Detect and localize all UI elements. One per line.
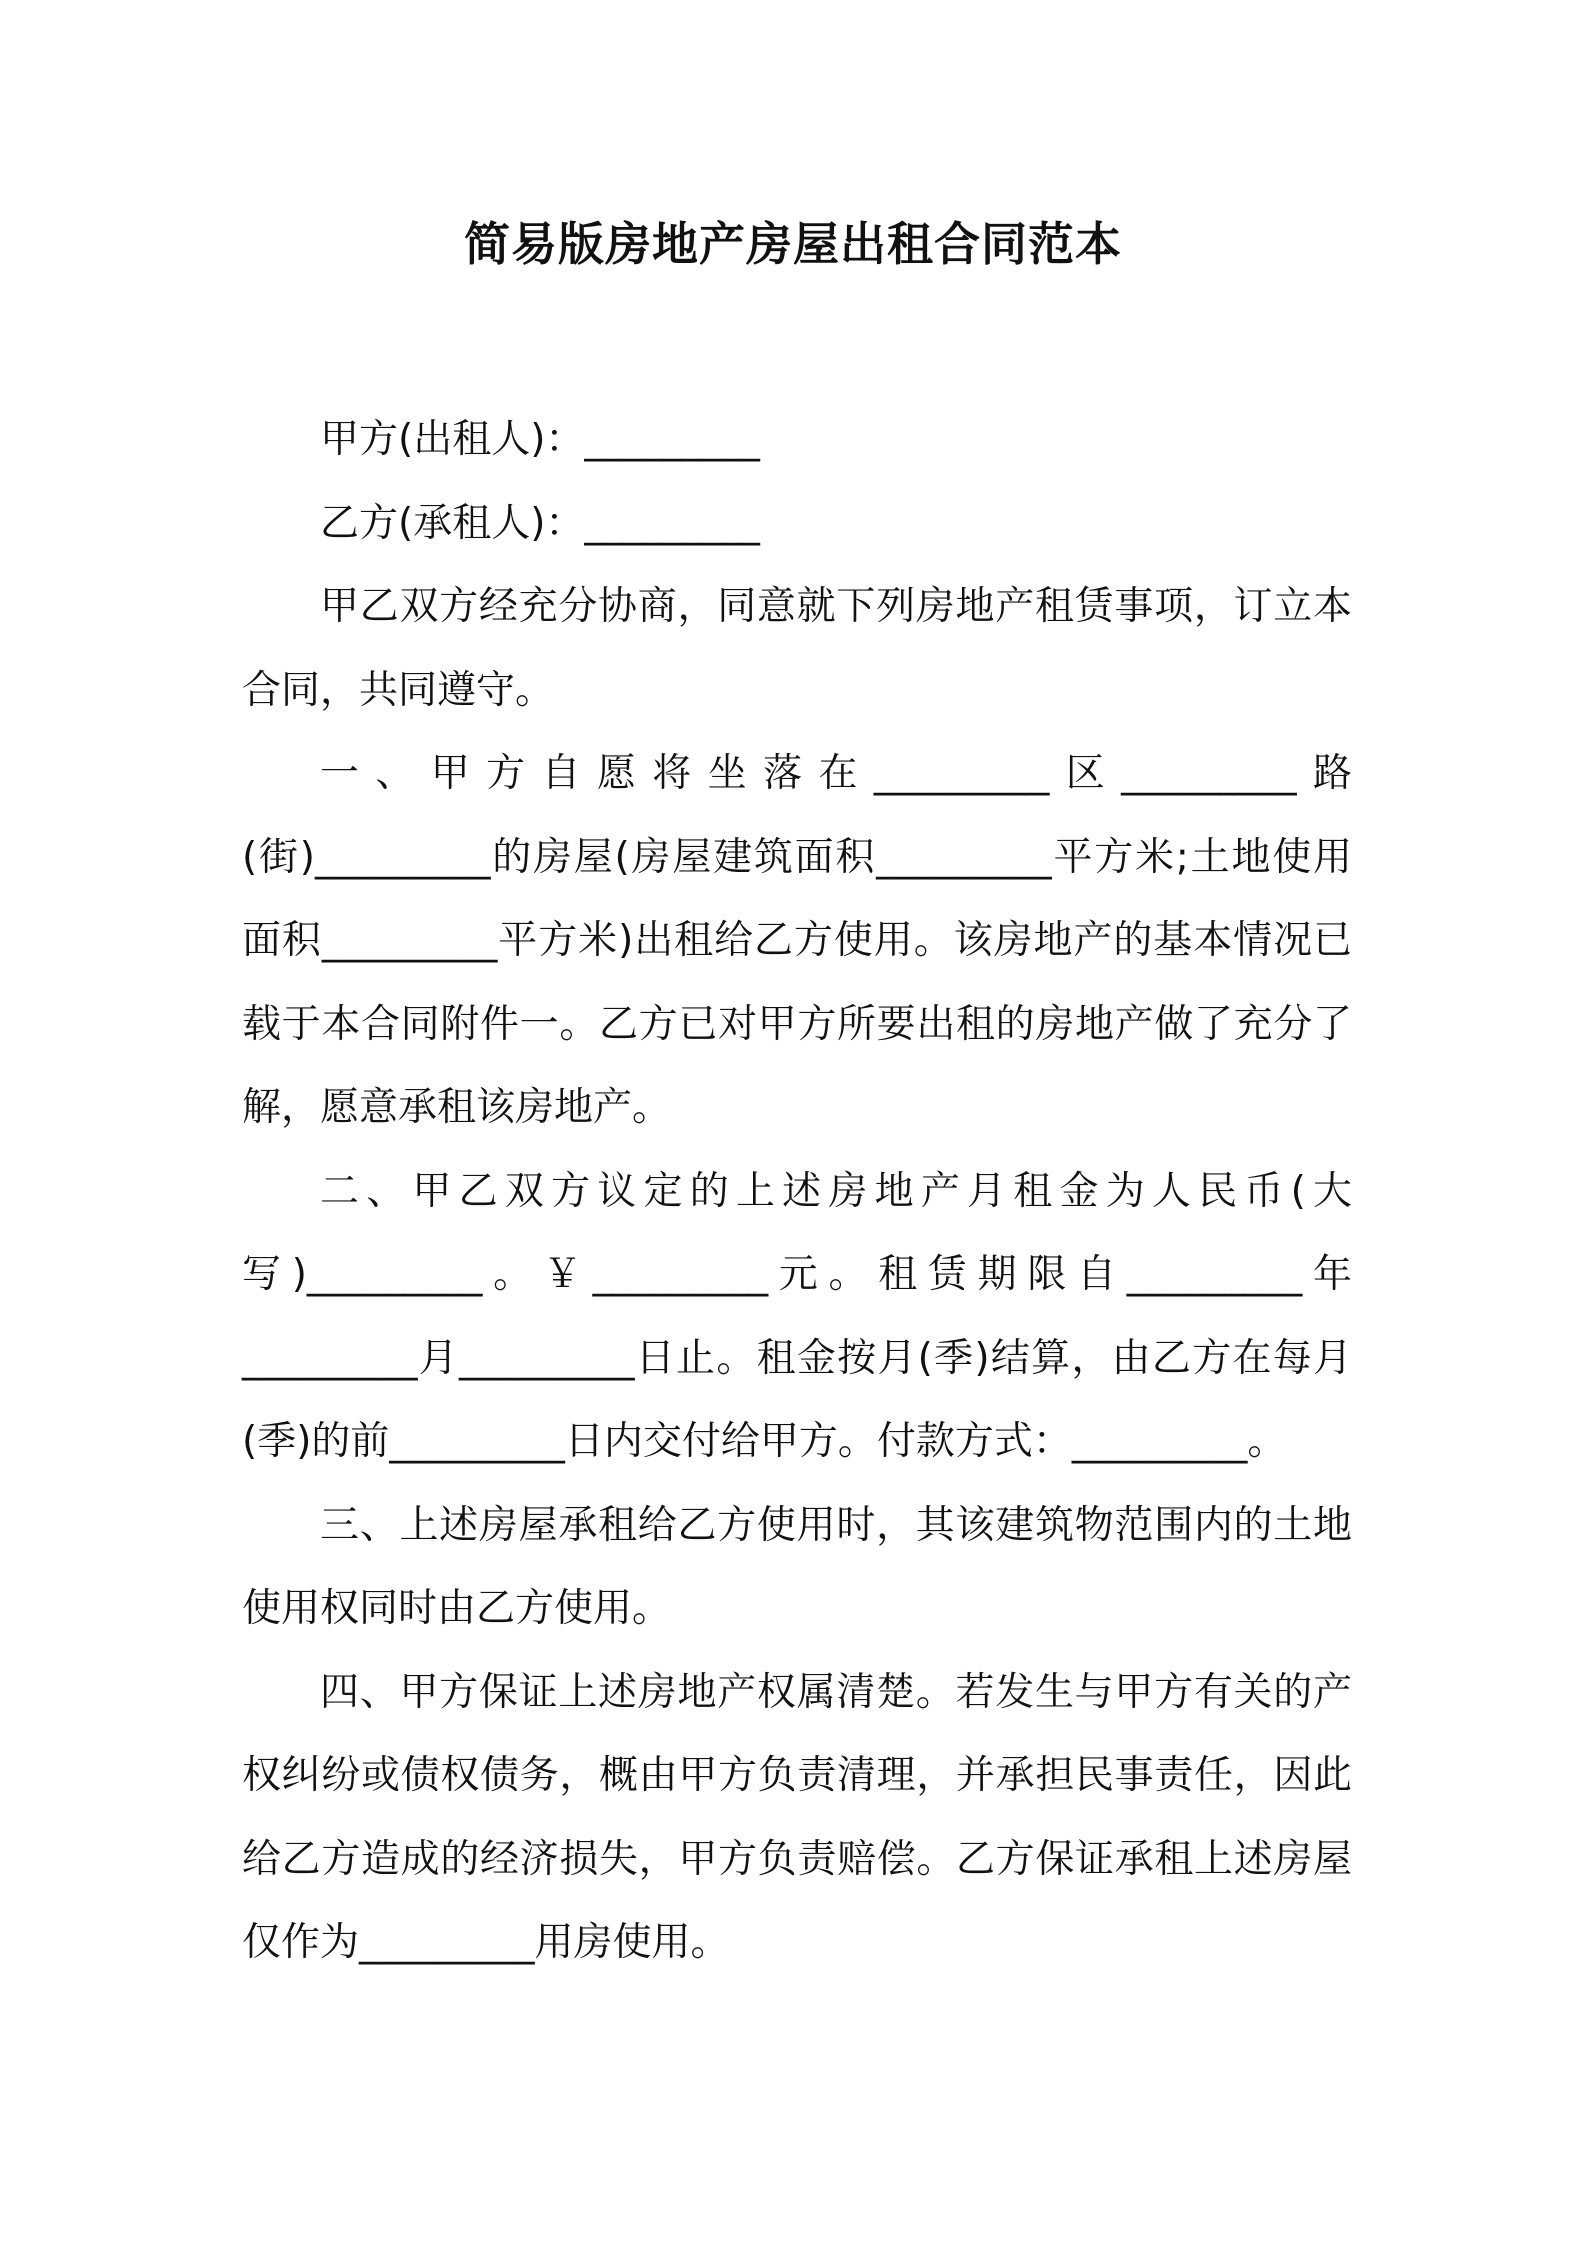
clause-2-paragraph: 二、甲乙双方议定的上述房地产月租金为人民币(大写)_________。￥_________元。租赁期限自_________年_________月_________日止。租金按月(季)结算，由乙方在每月(季)的前_________日内交付给甲方。付款方式：_________。 — [242, 1168, 1352, 1464]
party-a-line: 甲方(出租人)：_________ — [320, 417, 760, 462]
document-body — [242, 398, 1352, 1985]
preamble-paragraph: 甲乙双方经充分协商，同意就下列房地产租赁事项，订立本合同，共同遵守。 — [242, 584, 1352, 713]
clause-3-paragraph: 三、上述房屋承租给乙方使用时，其该建筑物范围内的土地使用权同时由乙方使用。 — [242, 1502, 1352, 1631]
clause-1-paragraph: 一、甲方自愿将坐落在_________区_________路(街)_________的房屋(房屋建筑面积_________平方米;土地使用面积_________平方米)出租给乙方使用。该房地产的基本情况已载于本合同附件一。乙方已对甲方所要出租的房地产做了充分了解，愿意承租该房地产。 — [242, 751, 1352, 1130]
document-title: 简易版房地产房屋出租合同范本 — [464, 217, 1122, 271]
clause-4-paragraph: 四、甲方保证上述房地产权属清楚。若发生与甲方有关的产权纠纷或债权债务，概由甲方负责清理，并承担民事责任，因此给乙方造成的经济损失，甲方负责赔偿。乙方保证承租上述房屋仅作为_________用房使用。 — [242, 1669, 1352, 1965]
party-b-line: 乙方(承租人)：_________ — [320, 500, 760, 546]
